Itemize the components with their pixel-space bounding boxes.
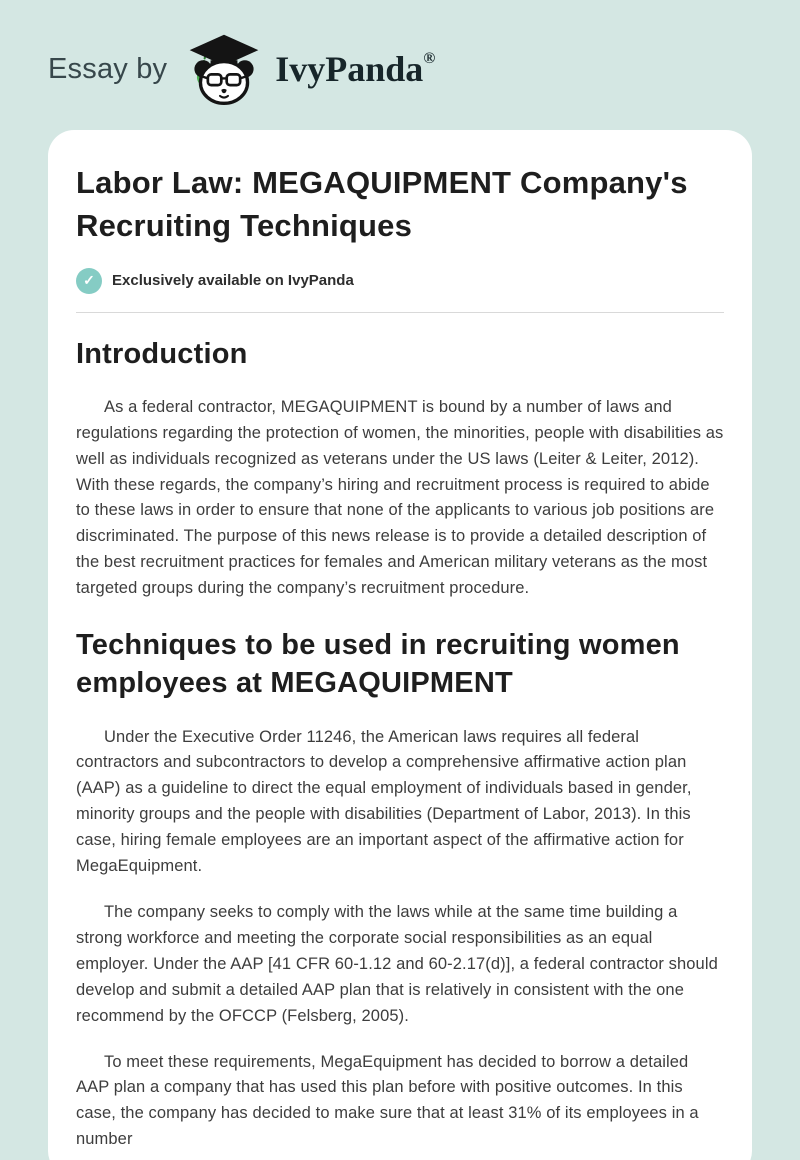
exclusive-badge: [76, 268, 724, 294]
paragraph: As a federal contractor, MEGAQUIPMENT is bound by a number of laws and regulations regarding the protection of women, the minorities, people with disabilities as well as individuals recognized as veterans under the US laws (Leiter & Leiter, 2012). With these regards, the company’s hiring and recruitment process is required to abide to these laws in order to ensure that none of the applicants to various job positions are discriminated. The purpose of this news release is to provide a detailed description of the best recruitment practices for females and American military veterans as the most targeted groups during the company’s recruitment procedure.: [76, 397, 724, 598]
site-header: [0, 0, 800, 126]
paragraph: The company seeks to comply with the laws while at the same time building a strong workforce and meeting the corporate social responsibilities as an equal employer. Under the AAP [41 CFR 60-1.12 and 60-2.17(d)], a federal contractor should develop and submit a detailed AAP plan that is relatively in consistent with the one recommend by the OFCCP (Felsberg, 2005).: [76, 903, 718, 1025]
paragraph: Under the Executive Order 11246, the American laws requires all federal contractors and subcontractors to develop a comprehensive affirmative action plan (AAP) as a guideline to direct the equal employment of individuals based in gender, minority groups and the people with disabilities (Department of Labor, 2013). In this case, hiring female employees are an important aspect of the affirmative action for MegaEquipment.: [76, 727, 692, 876]
paragraph: To meet these requirements, MegaEquipment has decided to borrow a detailed AAP plan a company that has used this plan before with positive outcomes. In this case, the company has decided to make sure that at least 31% of its employees in a number: [76, 1052, 699, 1149]
exclusive-badge-label: Exclusively available on IvyPanda: [112, 272, 354, 290]
brand-wordmark: [275, 48, 435, 90]
section-heading-introduction: Introduction: [76, 337, 248, 370]
section-heading-techniques: Techniques to be used in recruiting women employees at MEGAQUIPMENT: [76, 629, 680, 700]
essay-title: Labor Law: MEGAQUIPMENT Company's Recruiting Techniques: [76, 165, 688, 243]
essay-card: [48, 130, 752, 1160]
brand-name: IvyPanda: [275, 49, 424, 89]
essay-by-label: Essay by: [48, 52, 168, 85]
ivypanda-logo-icon: [187, 30, 261, 108]
divider: [76, 312, 724, 313]
check-icon: ✓: [76, 268, 102, 294]
registered-trademark: ®: [423, 50, 436, 67]
